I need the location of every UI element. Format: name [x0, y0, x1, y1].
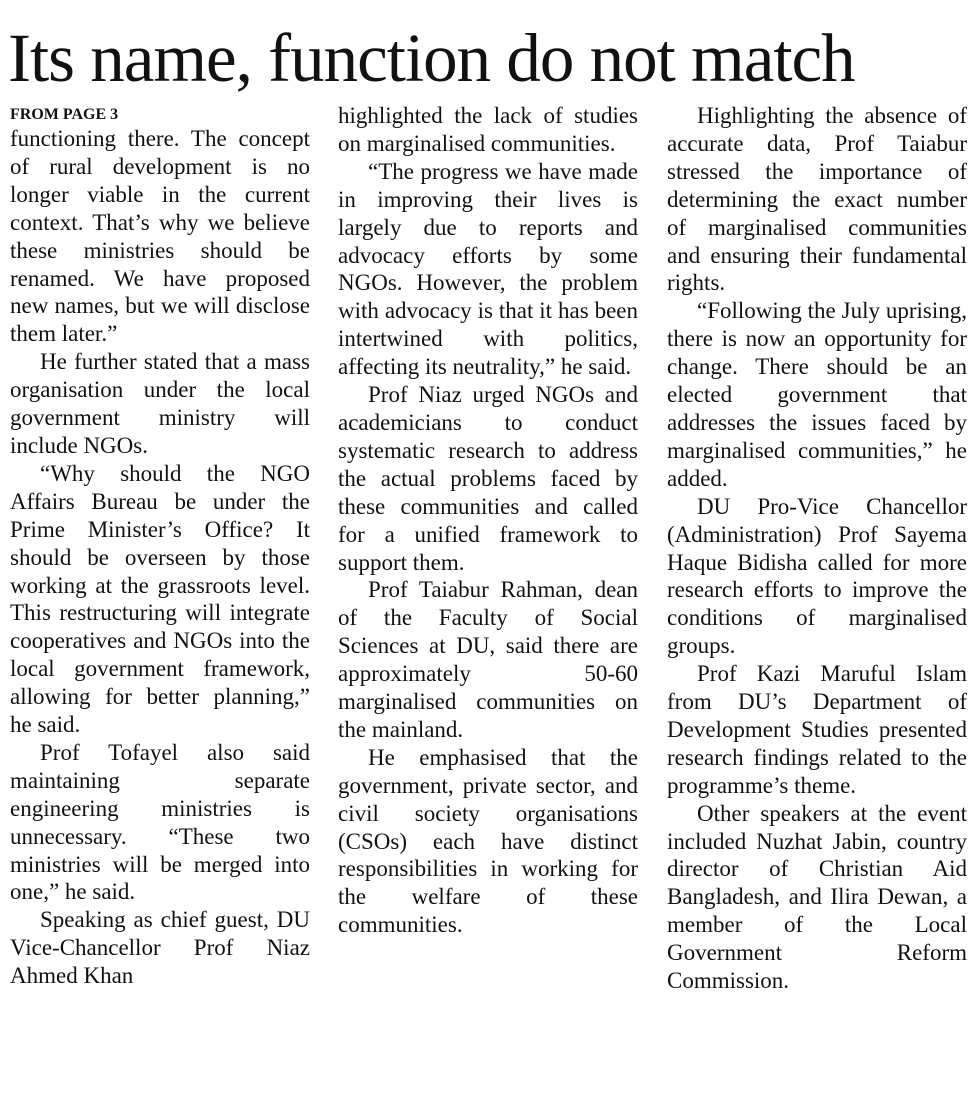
paragraph: “Why should the NGO Affairs Bureau be under the Prime Minister’s Office? It should be overseen by those working at the grassroots level. This restructuring will integrate cooperatives and NGOs into the local government framework, allowing for better planning,” he said.: [10, 460, 310, 738]
paragraph: Speaking as chief guest, DU Vice-Chancellor Prof Niaz Ahmed Khan: [10, 907, 310, 989]
paragraph: “The progress we have made in improving their lives is largely due to reports and advocacy efforts by some NGOs. However, the problem with advocacy is that it has been intertwined with politics, affecting its neutrality,” he said.: [338, 158, 638, 380]
article-column-2: [338, 102, 638, 939]
continued-from-label: FROM PAGE 3: [10, 106, 119, 123]
headline: Its name, function do not match: [8, 20, 855, 96]
paragraph: DU Pro-Vice Chancellor (Administration) Prof Sayema Haque Bidisha called for more research efforts to improve the conditions of marginalised groups.: [667, 493, 967, 659]
paragraph: Highlighting the absence of accurate data, Prof Taiabur stressed the importance of determining the exact number of marginalised communities and ensuring their fundamental rights.: [667, 103, 967, 296]
paragraph: Other speakers at the event included Nuzhat Jabin, country director of Christian Aid Bangladesh, and Ilira Dewan, a member of the Local Government Reform Commission.: [667, 800, 967, 994]
paragraph: highlighted the lack of studies on marginalised communities.: [338, 103, 638, 156]
paragraph: Prof Tofayel also said maintaining separate engineering ministries is unnecessary. “These two ministries will be merged into one,” he said.: [10, 739, 310, 905]
paragraph: functioning there. The concept of rural development is no longer viable in the current context. That’s why we believe these ministries should be renamed. We have proposed new names, but we will disclose them later.”: [10, 126, 310, 347]
paragraph: He emphasised that the government, private sector, and civil society organisations (CSOs) each have distinct responsibilities in working for the welfare of these communities.: [338, 744, 638, 938]
paragraph: He further stated that a mass organisation under the local government ministry will include NGOs.: [10, 349, 310, 458]
paragraph: Prof Niaz urged NGOs and academicians to conduct systematic research to address the actual problems faced by these communities and called for a unified framework to support them.: [338, 382, 638, 575]
article-column-3: [667, 102, 967, 995]
article-column-1: [10, 125, 310, 990]
paragraph: Prof Kazi Maruful Islam from DU’s Department of Development Studies presented research findings related to the programme’s theme.: [667, 661, 967, 798]
paragraph: “Following the July uprising, there is now an opportunity for change. There should be an elected government that addresses the issues faced by marginalised communities,” he added.: [667, 298, 967, 491]
paragraph: Prof Taiabur Rahman, dean of the Faculty of Social Sciences at DU, said there are approximately 50-60 marginalised communities on the mainland.: [338, 577, 638, 742]
